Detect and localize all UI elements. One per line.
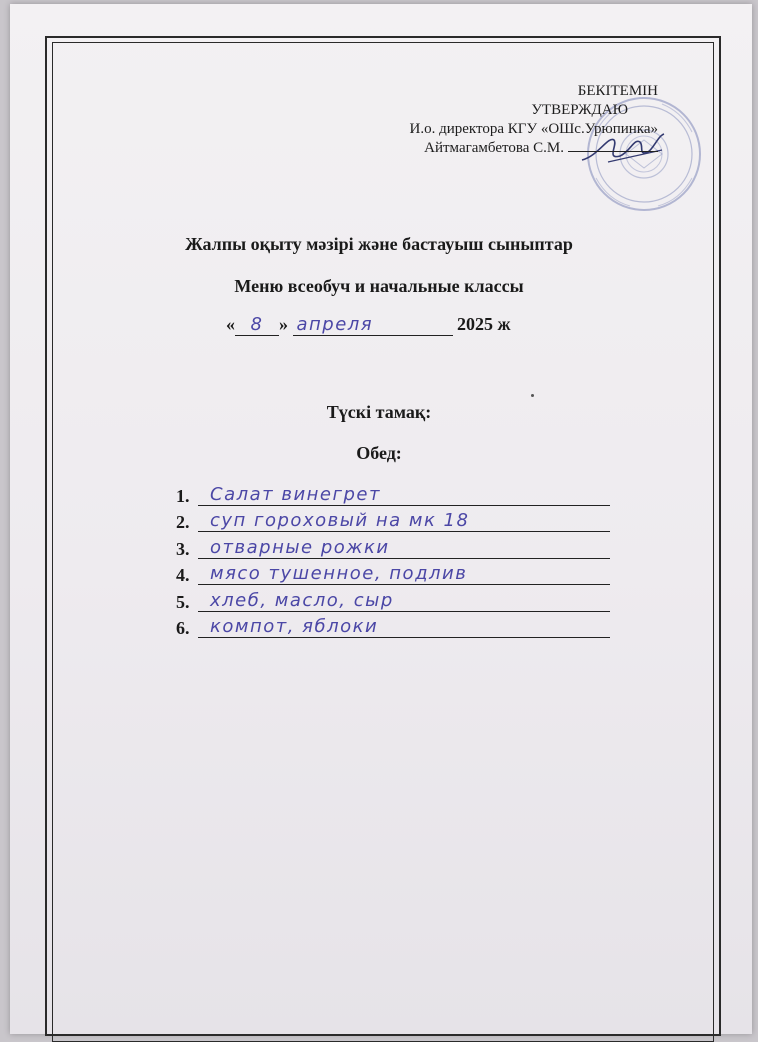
list-item-number: 6. [176, 618, 190, 638]
date-month: апреля [293, 314, 453, 336]
fill-line [198, 637, 610, 638]
approval-block [410, 82, 658, 158]
fill-line [198, 584, 610, 585]
signature-line [568, 151, 658, 152]
list-item [176, 535, 616, 562]
list-item-dish: отварные рожки [210, 536, 390, 558]
fill-line [198, 558, 610, 559]
meal-title-kk: Түскі тамақ: [326, 402, 432, 422]
list-item-dish: суп гороховый на мк 18 [210, 510, 470, 531]
list-item [176, 509, 616, 536]
list-item-number: 3. [176, 538, 190, 559]
date-year: 2025 ж [457, 314, 511, 334]
menu-list [176, 482, 616, 641]
list-item [176, 482, 616, 509]
list-item [176, 588, 616, 615]
approval-ru-label: УТВЕРЖДАЮ [531, 102, 628, 118]
list-item [176, 562, 616, 589]
list-item-dish: компот, яблоки [210, 616, 379, 637]
approval-name: Айтмагамбетова С.М. [424, 140, 564, 156]
approval-kk-label: БЕКІТЕМІН [577, 83, 658, 99]
page-title-ru: Меню всеобуч и начальные классы [234, 276, 524, 296]
date-quote-close: » [279, 314, 288, 334]
fill-line [198, 611, 610, 612]
list-item-number: 2. [176, 512, 190, 532]
fill-line [198, 531, 610, 532]
list-item [176, 615, 616, 642]
date-quote-open: « [226, 314, 235, 334]
list-item-dish: Салат винегрет [210, 483, 381, 505]
approval-name-row [410, 139, 658, 158]
list-item-dish: хлеб, масло, сыр [210, 589, 394, 611]
list-item-number: 5. [176, 591, 190, 612]
date-day: 8 [235, 314, 279, 336]
list-item-number: 4. [176, 565, 190, 585]
approval-position: И.о. директора КГУ «ОШс.Урюпинка» [409, 121, 658, 137]
list-item-dish: мясо тушенное, подлив [210, 563, 468, 584]
ink-dot [531, 394, 534, 397]
list-item-number: 1. [176, 485, 190, 506]
fill-line [198, 505, 610, 506]
page-title-kk: Жалпы оқыту мәзірі және бастауыш сыныптар [185, 234, 573, 254]
meal-title-ru: Обед: [356, 443, 402, 463]
date-row [226, 314, 511, 336]
